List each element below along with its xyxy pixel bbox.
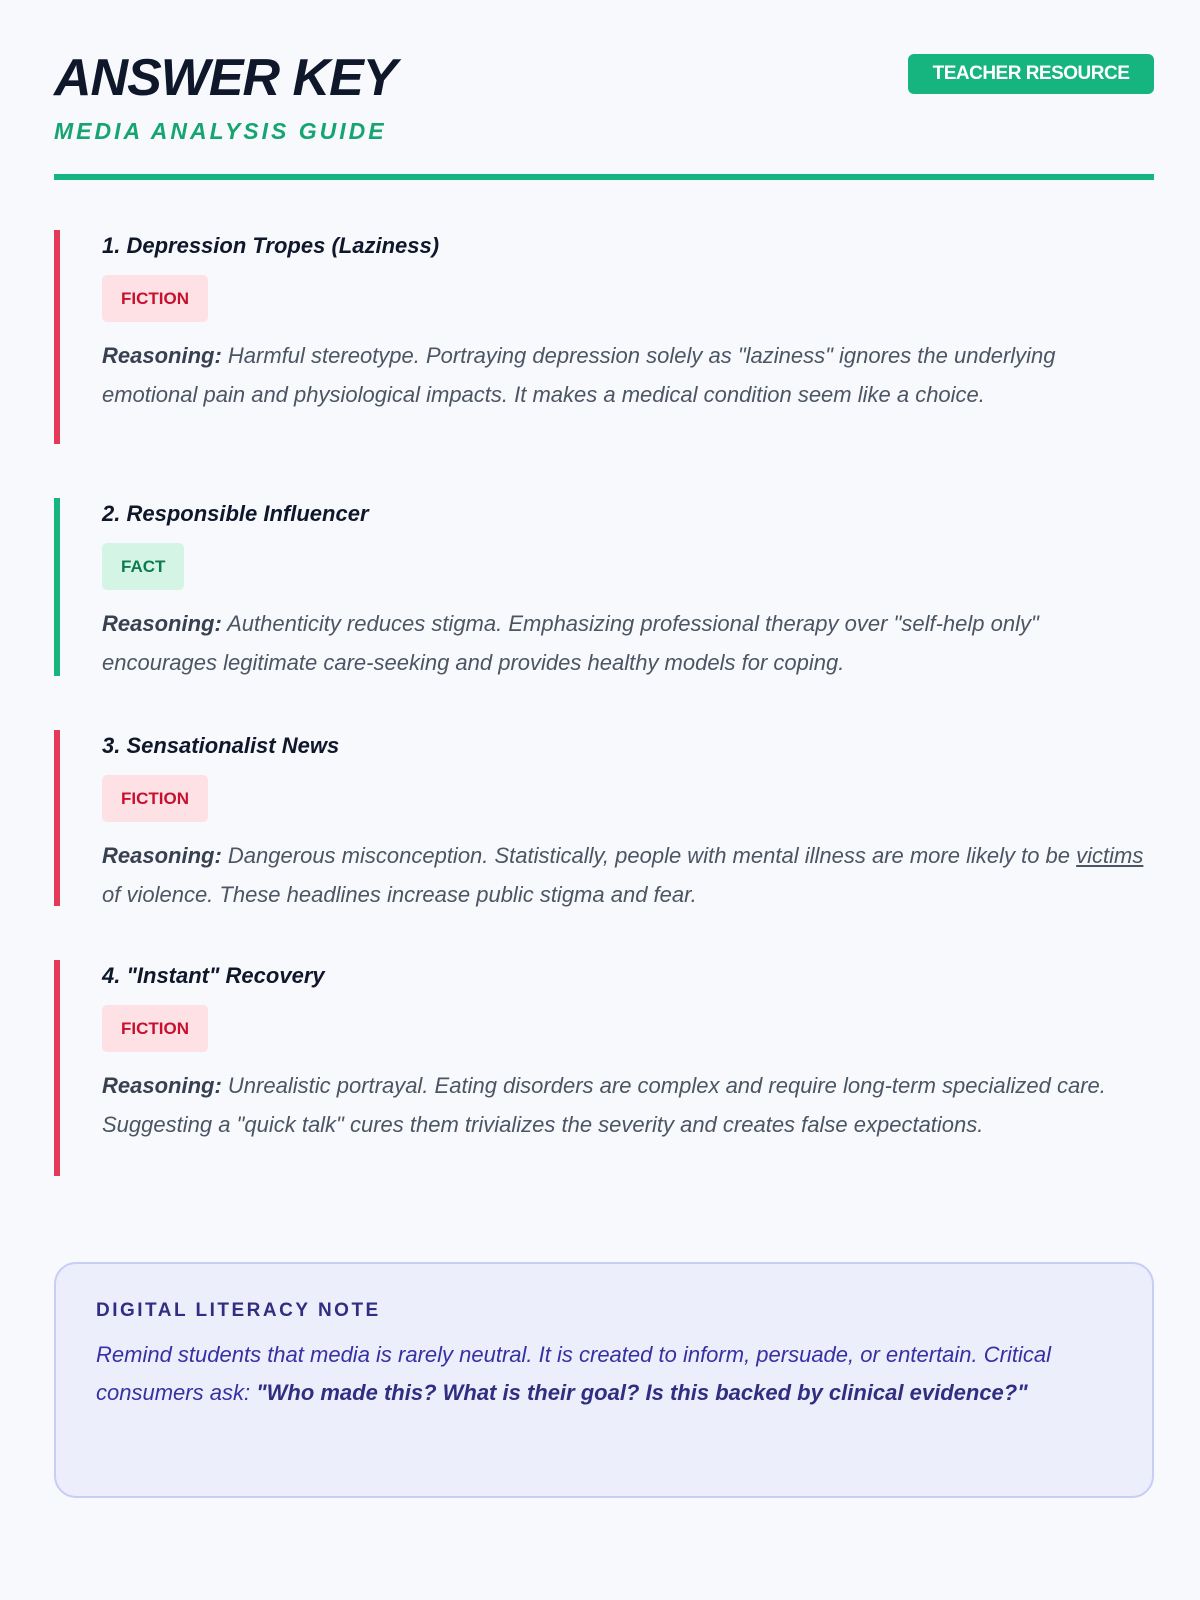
item-reasoning	[102, 604, 1154, 682]
note-questions: "Who made this? What is their goal? Is this backed by clinical evidence?"	[256, 1380, 1028, 1405]
reasoning-text: Harmful stereotype. Portraying depression solely as "laziness" ignores the underlying emotional pain and physiological impacts. It makes a medical condition seem like a choice.	[102, 343, 1056, 407]
note-label: DIGITAL LITERACY NOTE	[96, 1300, 381, 1321]
verdict-badge-fiction: FICTION	[102, 775, 208, 822]
reasoning-text: Unrealistic portrayal. Eating disorders are complex and require long-term specialized care. Suggesting a "quick talk" cures them trivializes the severity and creates false expectations.	[102, 1073, 1106, 1137]
item-title: 2. Responsible Influencer	[102, 501, 369, 526]
reasoning-label: Reasoning:	[102, 1073, 222, 1098]
note-text: Remind students that media is rarely neutral. It is created to inform, persuade, or entertain. Critical consumers ask:	[96, 1342, 1051, 1405]
item-reasoning	[102, 336, 1154, 414]
reasoning-emphasis: victims	[1076, 843, 1144, 868]
item-reasoning	[102, 836, 1154, 914]
item-title: 1. Depression Tropes (Laziness)	[102, 233, 440, 258]
note-body	[96, 1336, 1112, 1412]
verdict-badge-fiction: FICTION	[102, 1005, 208, 1052]
answer-item-3	[54, 730, 1154, 906]
answer-item-1	[54, 230, 1154, 444]
page-subtitle: MEDIA ANALYSIS GUIDE	[54, 118, 387, 144]
page-title: ANSWER KEY	[54, 49, 397, 107]
verdict-badge-fiction: FICTION	[102, 275, 208, 322]
reasoning-text: Authenticity reduces stigma. Emphasizing professional therapy over "self-help only" encourages legitimate care-seeking and provides healthy models for coping.	[102, 611, 1039, 675]
reasoning-text: of violence. These headlines increase public stigma and fear.	[102, 882, 697, 907]
reasoning-label: Reasoning:	[102, 843, 222, 868]
verdict-badge-fact: FACT	[102, 543, 184, 590]
reasoning-text: Dangerous misconception. Statistically, people with mental illness are more likely to be	[227, 843, 1071, 868]
teacher-resource-badge: TEACHER RESOURCE	[908, 54, 1154, 94]
item-title: 3. Sensationalist News	[102, 733, 340, 758]
item-reasoning	[102, 1066, 1154, 1144]
answer-key-page	[54, 0, 1154, 1405]
answer-item-2	[54, 498, 1154, 676]
header	[54, 0, 1154, 180]
reasoning-label: Reasoning:	[102, 343, 222, 368]
reasoning-label: Reasoning:	[102, 611, 222, 636]
item-title: 4. "Instant" Recovery	[102, 963, 325, 988]
digital-literacy-note	[54, 1262, 1154, 1498]
answer-item-4	[54, 960, 1154, 1176]
